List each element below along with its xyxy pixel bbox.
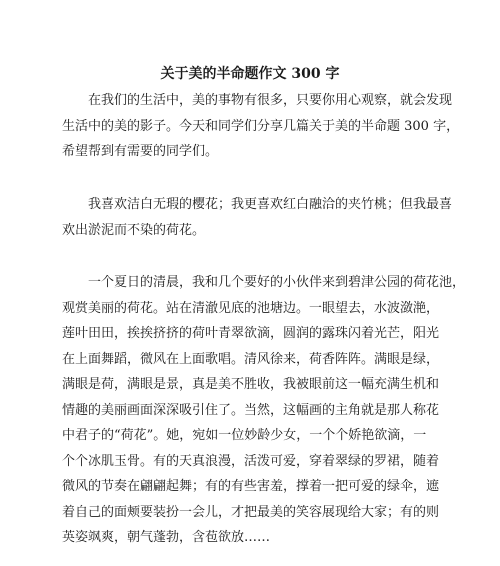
paragraph-flowers — [62, 192, 452, 243]
paragraph-line: 英姿飒爽，朝气蓬勃，含苞欲放…… — [62, 530, 271, 545]
paragraph-line: 在我们的生活中，美的事物有很多，只要你用心观察，就会发现 — [88, 93, 453, 108]
paragraph-line: 一个夏日的清晨，我和几个要好的小伙伴来到碧津公园的荷花池， — [88, 275, 466, 290]
paragraph-line: 生活中的美的影子。今天和同学们分享几篇关于美的半命题 300 字， — [62, 118, 460, 134]
paragraph-line: 欢出淤泥而不染的荷花。 — [62, 222, 206, 238]
paragraph-line: 观赏美丽的荷花。站在清澈见底的池塘边。一眼望去，水波潋滟， — [62, 300, 440, 316]
document-title: 关于美的半命题作文 300 字 — [160, 66, 340, 82]
paragraph-line: 希望帮到有需要的同学们。 — [62, 144, 219, 159]
paragraph-line: 个个冰肌玉骨。有的天真浪漫，活泼可爱，穿着翠绿的罗裙，随着 — [62, 453, 440, 469]
paragraph-line: 情趣的美丽画面深深吸引住了。当然，这幅画的主角就是那人称花 — [62, 402, 440, 418]
paragraph-line: 着自己的面颊要装扮一会儿，才把最美的笑容展现给大家；有的则 — [62, 504, 440, 520]
paragraph-lotus — [62, 270, 466, 551]
paragraph-line: 中君子的“荷花”。她，宛如一位妙龄少女，一个个娇艳欲滴，一 — [62, 428, 427, 443]
paragraph-line: 微风的节奏在翩翩起舞；有的有些害羞，撑着一把可爱的绿伞，遮 — [62, 479, 440, 494]
paragraph-line: 我喜欢洁白无瑕的樱花；我更喜欢红白融洽的夹竹桃；但我最喜 — [88, 197, 453, 212]
paragraph-line: 满眼是荷，满眼是景，真是美不胜收，我被眼前这一幅充满生机和 — [62, 377, 440, 392]
paragraph-intro — [62, 88, 460, 165]
paragraph-line: 在上面舞蹈，微风在上面歌唱。清风徐来，荷香阵阵。满眼是绿， — [62, 351, 440, 367]
paragraph-line: 莲叶田田，挨挨挤挤的荷叶青翠欲滴，圆润的露珠闪着光芒，阳光 — [62, 326, 440, 341]
